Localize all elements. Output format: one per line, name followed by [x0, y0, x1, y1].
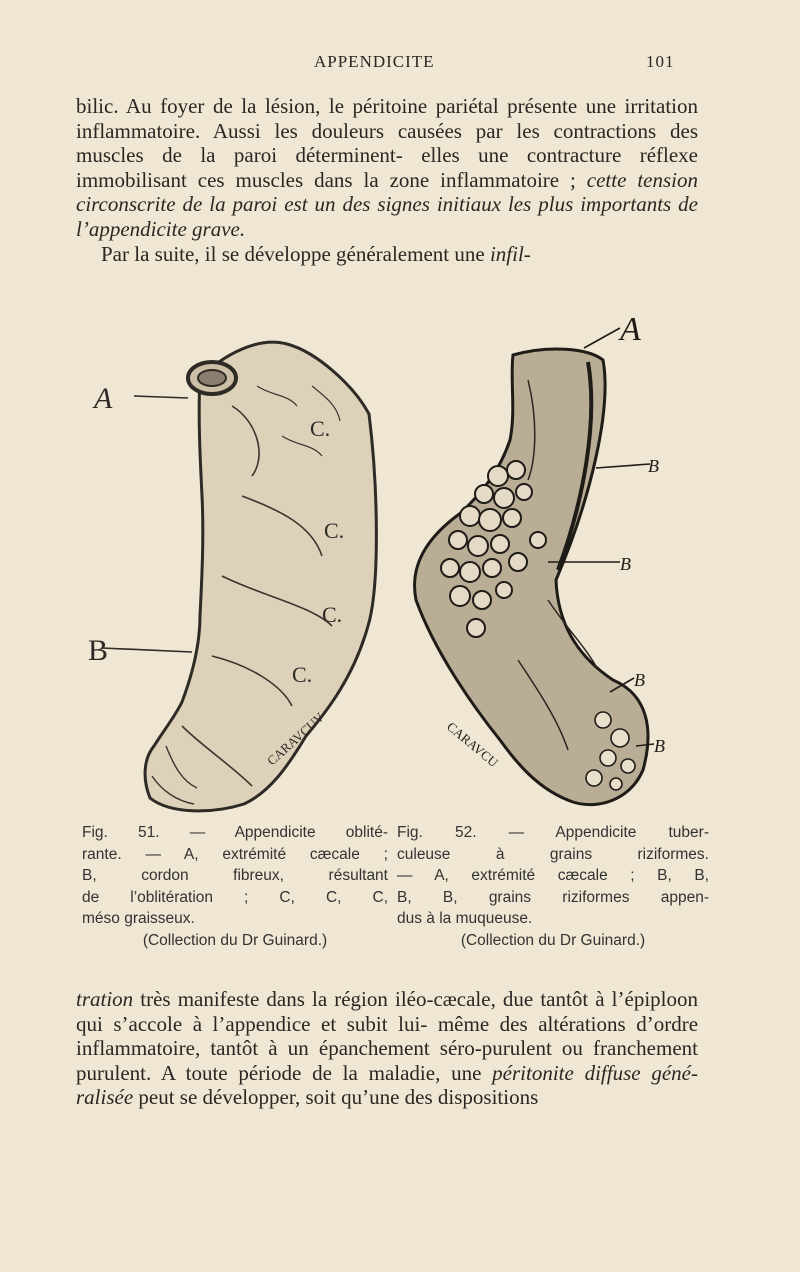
- text-line: un épanchement séro-purulent ou franchement purulent.: [76, 1036, 698, 1085]
- emphasis-text: infil-: [489, 241, 531, 266]
- caption-line: Fig. 51. — Appendicite oblité-: [82, 824, 388, 841]
- label-b: B: [88, 634, 109, 667]
- emphasis-text: péritonite diffuse géné-: [492, 1060, 698, 1085]
- label-c: C.: [324, 518, 345, 543]
- leader-line-a: [584, 328, 620, 348]
- caption-collection: (Collection du Dr Guinard.): [142, 931, 328, 949]
- figure-51-caption: [82, 822, 388, 951]
- caption-line: B, B, grains riziformes appen-: [397, 888, 709, 906]
- text-line: A toute période de la maladie, une: [160, 1060, 493, 1085]
- paragraph: [76, 242, 698, 267]
- text-line: Par la suite, il se développe généralement une: [101, 241, 490, 266]
- text-line: par les contractions des muscles de la paroi déterminent-: [76, 118, 699, 168]
- label-b: B: [654, 736, 665, 756]
- appendix-outline: [145, 342, 376, 811]
- leader-line-b: [596, 464, 650, 468]
- leader-line-a: [134, 396, 188, 398]
- label-a: A: [620, 311, 641, 348]
- page-number: 101: [646, 52, 675, 71]
- label-b: B: [648, 456, 659, 476]
- caption-line: — A, extrémité cæcale ; B, B,: [397, 867, 709, 884]
- caption-line: méso graisseux.: [82, 910, 195, 927]
- caption-line: de l’oblitération ; C, C, C,: [82, 888, 388, 906]
- running-title: APPENDICITE: [314, 52, 435, 71]
- artist-signature: CARAVCU: [444, 718, 502, 771]
- emphasis-text: ralisée: [76, 1085, 134, 1110]
- figure-52-caption: [397, 822, 709, 951]
- label-b: B: [634, 670, 645, 690]
- label-c: C.: [310, 416, 331, 441]
- text-line: une irritation inflammatoire. Aussi les douleurs causées: [76, 94, 699, 143]
- caption-collection: (Collection du Dr Guinard.): [460, 931, 646, 949]
- body-text-bottom: [76, 987, 698, 1110]
- text-line: même des altérations d’ordre inflammatoire, tantôt à: [76, 1011, 699, 1061]
- body-text-top: [76, 94, 698, 266]
- text-line: très manifeste dans la région iléo-cæcale, due: [133, 987, 534, 1011]
- caption-line: B, cordon fibreux, résultant: [82, 867, 388, 884]
- text-line: tantôt à l’épiploon qui s’accole à l’appendice et subit lui-: [76, 987, 698, 1036]
- text-line: bilic. Au foyer de la lésion, le péritoine pariétal présente: [76, 94, 578, 118]
- caption-line: Fig. 52. — Appendicite tuber-: [397, 824, 709, 841]
- artist-signature: CARAVCUV: [263, 709, 327, 769]
- figure-52-illustration: [398, 300, 718, 816]
- emphasis-text: de l’appendicite grave.: [76, 192, 698, 241]
- caption-line: dus à la muqueuse.: [397, 910, 533, 927]
- running-head: [0, 52, 800, 76]
- leader-line-b: [102, 648, 192, 652]
- paragraph: [76, 987, 698, 1110]
- lumen-opening: [198, 370, 226, 386]
- label-b: B: [620, 554, 631, 574]
- label-c: C.: [292, 662, 313, 687]
- figure-51-illustration: [82, 326, 382, 816]
- paragraph: [76, 94, 698, 242]
- text-line: peut se développer, soit qu’une des dispositions: [133, 1085, 539, 1110]
- text-line: elles une contracture réflexe immobilisant ces muscles: [76, 143, 698, 192]
- text-line: dans la zone inflammatoire ;: [314, 167, 587, 192]
- emphasis-text: tration: [76, 987, 134, 1011]
- label-a: A: [94, 382, 113, 415]
- label-c: C.: [322, 602, 343, 627]
- caption-line: culeuse à grains riziformes.: [397, 845, 709, 863]
- caption-line: rante. — A, extrémité cæcale ;: [82, 845, 388, 863]
- emphasis-text: cette tension circonscrite: [76, 167, 698, 217]
- emphasis-text: de la paroi est un des signes initiaux les plus importants: [182, 192, 672, 217]
